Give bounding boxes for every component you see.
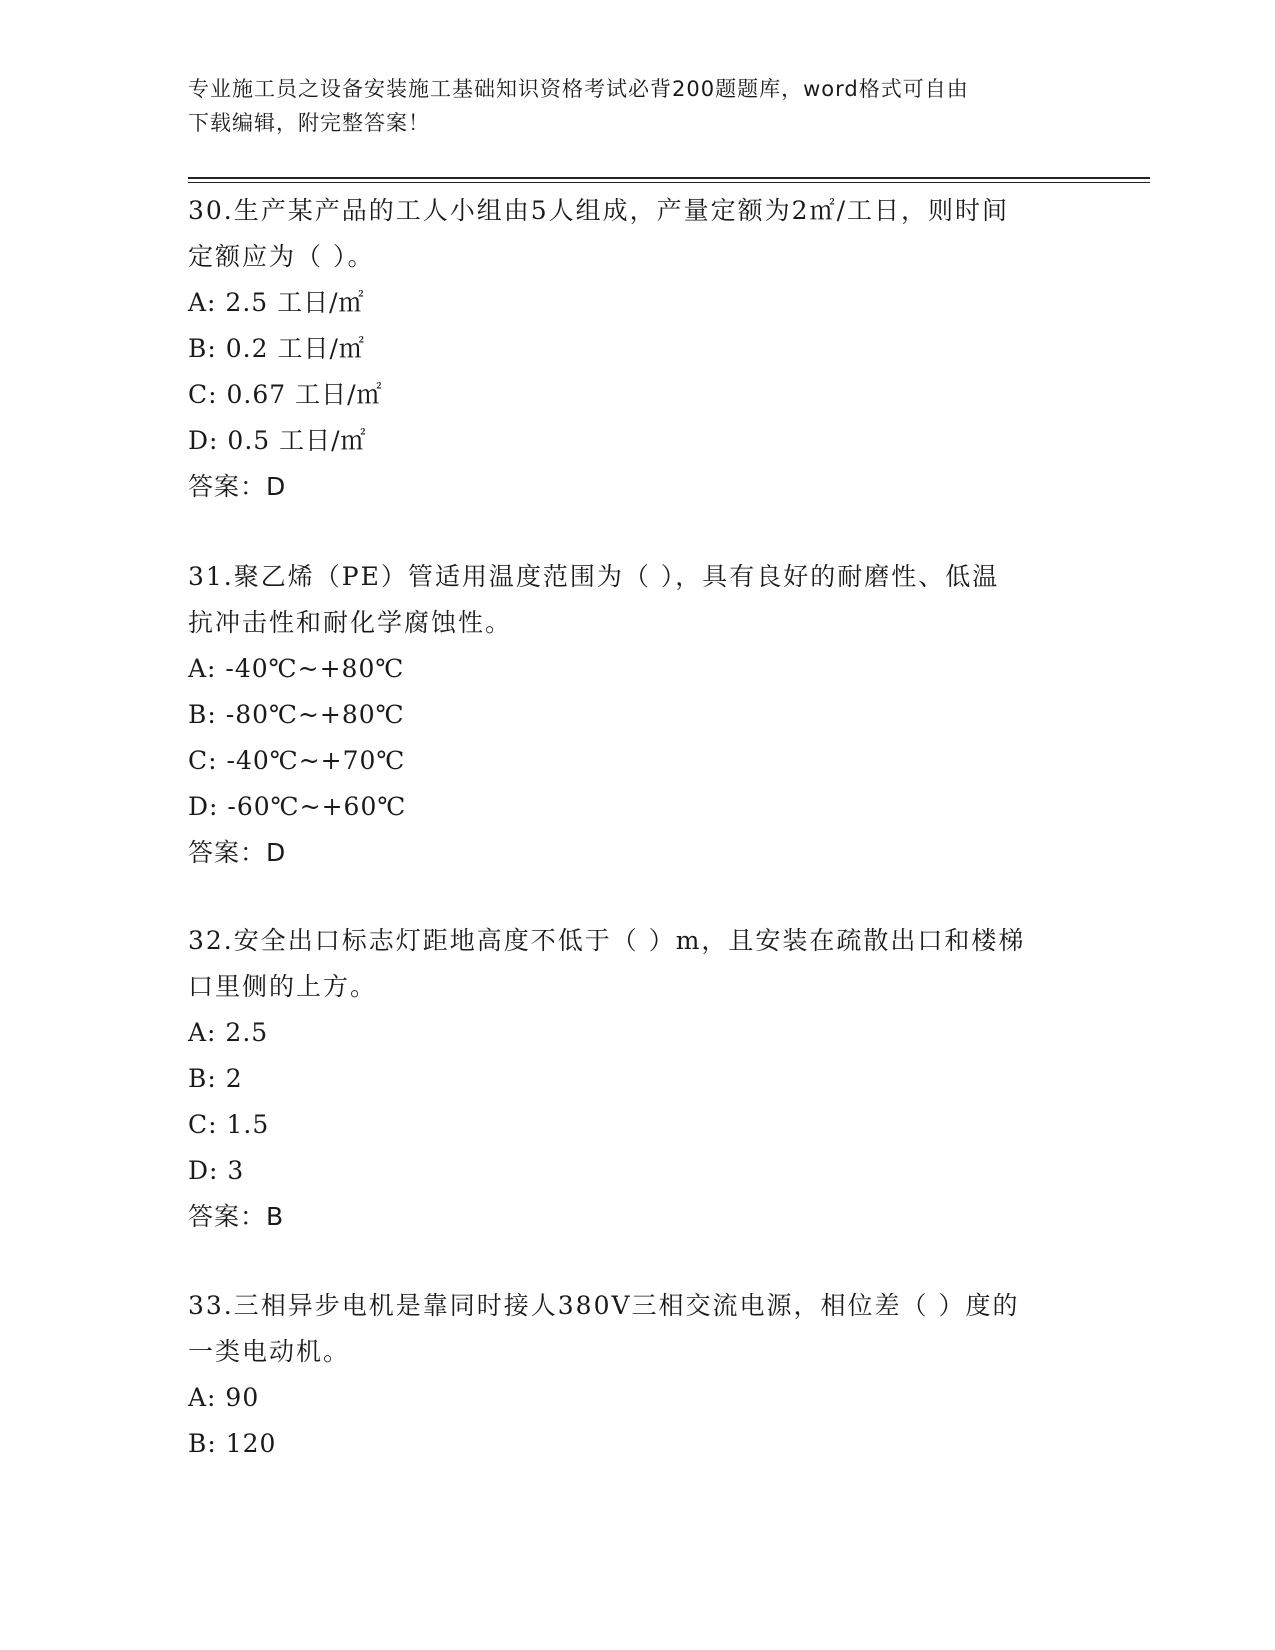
header-line-2: 下载编辑，附完整答案！ [188,111,430,135]
option-c: C: 1.5 [188,1110,270,1139]
option-d: D: 0.5 工日/㎡ [188,426,367,455]
question-33 [188,1283,1088,1467]
question-32 [188,918,1088,1240]
question-stem-line-2: 口里侧的上方。 [188,972,378,1001]
option-d: D: 3 [188,1156,245,1185]
answer-label: 答案：B [188,1202,285,1231]
option-b: B: 2 [188,1064,243,1093]
option-b: B: -80℃~+80℃ [188,700,405,729]
document-header [188,72,1068,140]
option-a: A: -40℃~+80℃ [188,654,405,683]
question-30 [188,188,1088,510]
option-a: A: 2.5 工日/㎡ [188,288,365,317]
option-d: D: -60℃~+60℃ [188,792,407,821]
question-stem-line-2: 定额应为（ ）。 [188,242,375,271]
option-c: C: -40℃~+70℃ [188,746,406,775]
header-line-1: 专业施工员之设备安装施工基础知识资格考试必背200题题库，word格式可自由 [188,77,969,101]
question-stem-line-1: 33.三相异步电机是靠同时接人380V三相交流电源，相位差（ ）度的 [188,1291,1020,1320]
option-b: B: 0.2 工日/㎡ [188,334,365,363]
question-stem-line-2: 抗冲击性和耐化学腐蚀性。 [188,608,513,637]
question-31 [188,554,1088,876]
answer-label: 答案：D [188,472,287,501]
header-divider-thin [188,182,1150,183]
question-stem-line-1: 31.聚乙烯（PE）管适用温度范围为（ ），具有良好的耐磨性、低温 [188,562,1000,591]
header-divider-thick [188,177,1150,179]
option-b: B: 120 [188,1429,277,1458]
answer-label: 答案：D [188,838,287,867]
option-a: A: 90 [188,1383,260,1412]
option-c: C: 0.67 工日/㎡ [188,380,383,409]
option-a: A: 2.5 [188,1018,269,1047]
question-stem-line-1: 30.生产某产品的工人小组由5人组成，产量定额为2㎡/工日，则时间 [188,196,1009,225]
question-stem-line-1: 32.安全出口标志灯距地高度不低于（ ）m，且安装在疏散出口和楼梯 [188,926,1026,955]
question-stem-line-2: 一类电动机。 [188,1337,351,1366]
